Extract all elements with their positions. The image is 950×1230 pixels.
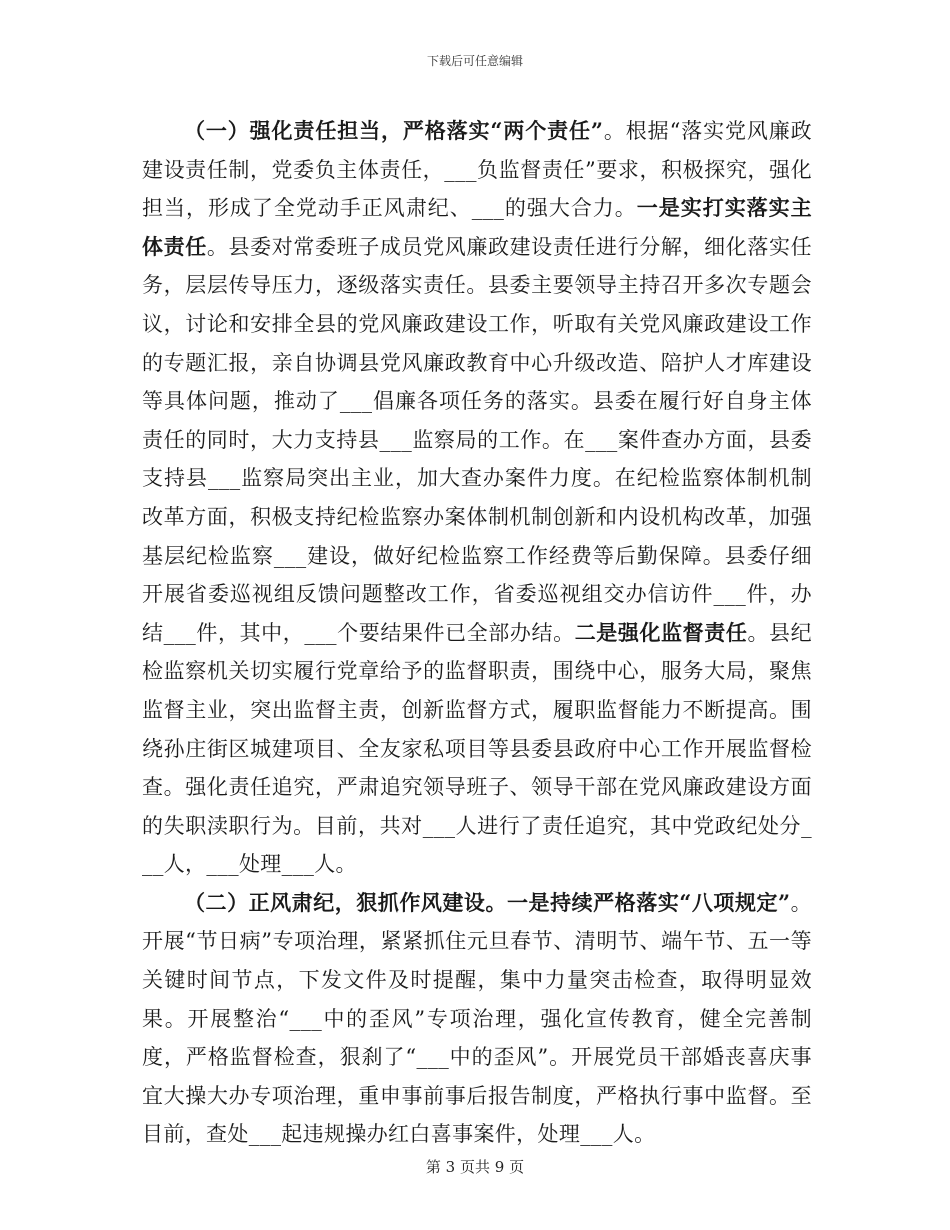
body-text: 。县纪检监察机关切实履行党章给予的监督职责，围绕中心，服务大局，聚焦监督主业，突出监督主责，创新监督方式，履职监督能力不断提高。围绕孙庄街区城建项目、全友家私项目等县委县政府中心工作开展监督检查。强化责任追究，严肃追究领导班子、领导干部在党风廉政建设方面的失职渎职行为。目前，共对___人进行了责任追究，其中党政纪处分___人，___处理___人。 (142, 620, 812, 877)
document-body (142, 112, 812, 1154)
page-number: 第 3 页共 9 页 (425, 1158, 525, 1176)
section-heading-one: （一）强化责任担当，严格落实“两个责任” (184, 118, 604, 143)
body-text: 。开展“节日病”专项治理，紧紧抓住元旦春节、清明节、端午节、五一等关键时间节点，下发文件及时提醒，集中力量突击检查，取得明显效果。开展整治“___中的歪风”专项治理，强化宣传教育，健全完善制度，严格监督检查，狠刹了“___中的歪风”。开展党员干部婚丧喜庆事宜大操大办专项治理，重申事前事后报告制度，严格执行事中监督。至目前，查处___起违规操办红白喜事案件，处理___人。 (142, 890, 812, 1147)
subpoint-heading: 一是实打实落实主体责任 (142, 195, 812, 259)
body-text: 。县委对常委班子成员党风廉政建设责任进行分解，细化落实任务，层层传导压力，逐级落实责任。县委主要领导主持召开多次专题会议，讨论和安排全县的党风廉政建设工作，听取有关党风廉政建设工作的专题汇报，亲自协调县党风廉政教育中心升级改造、陪护人才库建设等具体问题，推动了___倡廉各项任务的落实。县委在履行好自身主体责任的同时，大力支持县___监察局的工作。在___案件查办方面，县委支持县___监察局突出主业，加大查办案件力度。在纪检监察体制机制改革方面，积极支持纪检监察办案体制机制创新和内设机构改革，加强基层纪检监察___建设，做好纪检监察工作经费等后勤保障。县委仔细开展省委巡视组反馈问题整改工作，省委巡视组交办信访件___件，办结___件，其中，___个要结果件已全部办结。 (142, 234, 812, 645)
paragraph-responsibility (142, 112, 812, 884)
section-heading-two: （二）正风肃纪，狠抓作风建设。一是持续严格落实“八项规定” (184, 889, 791, 915)
page-header: 下载后可任意编辑 (426, 54, 523, 68)
body-text: 。根据“落实党风廉政建设责任制，党委负主体责任，___负监督责任”要求，积极探究，强化担当，形成了全党动手正风肃纪、___的强大合力。 (142, 119, 812, 221)
paragraph-discipline (142, 884, 812, 1154)
subpoint-heading: 二是强化监督责任 (574, 619, 748, 645)
